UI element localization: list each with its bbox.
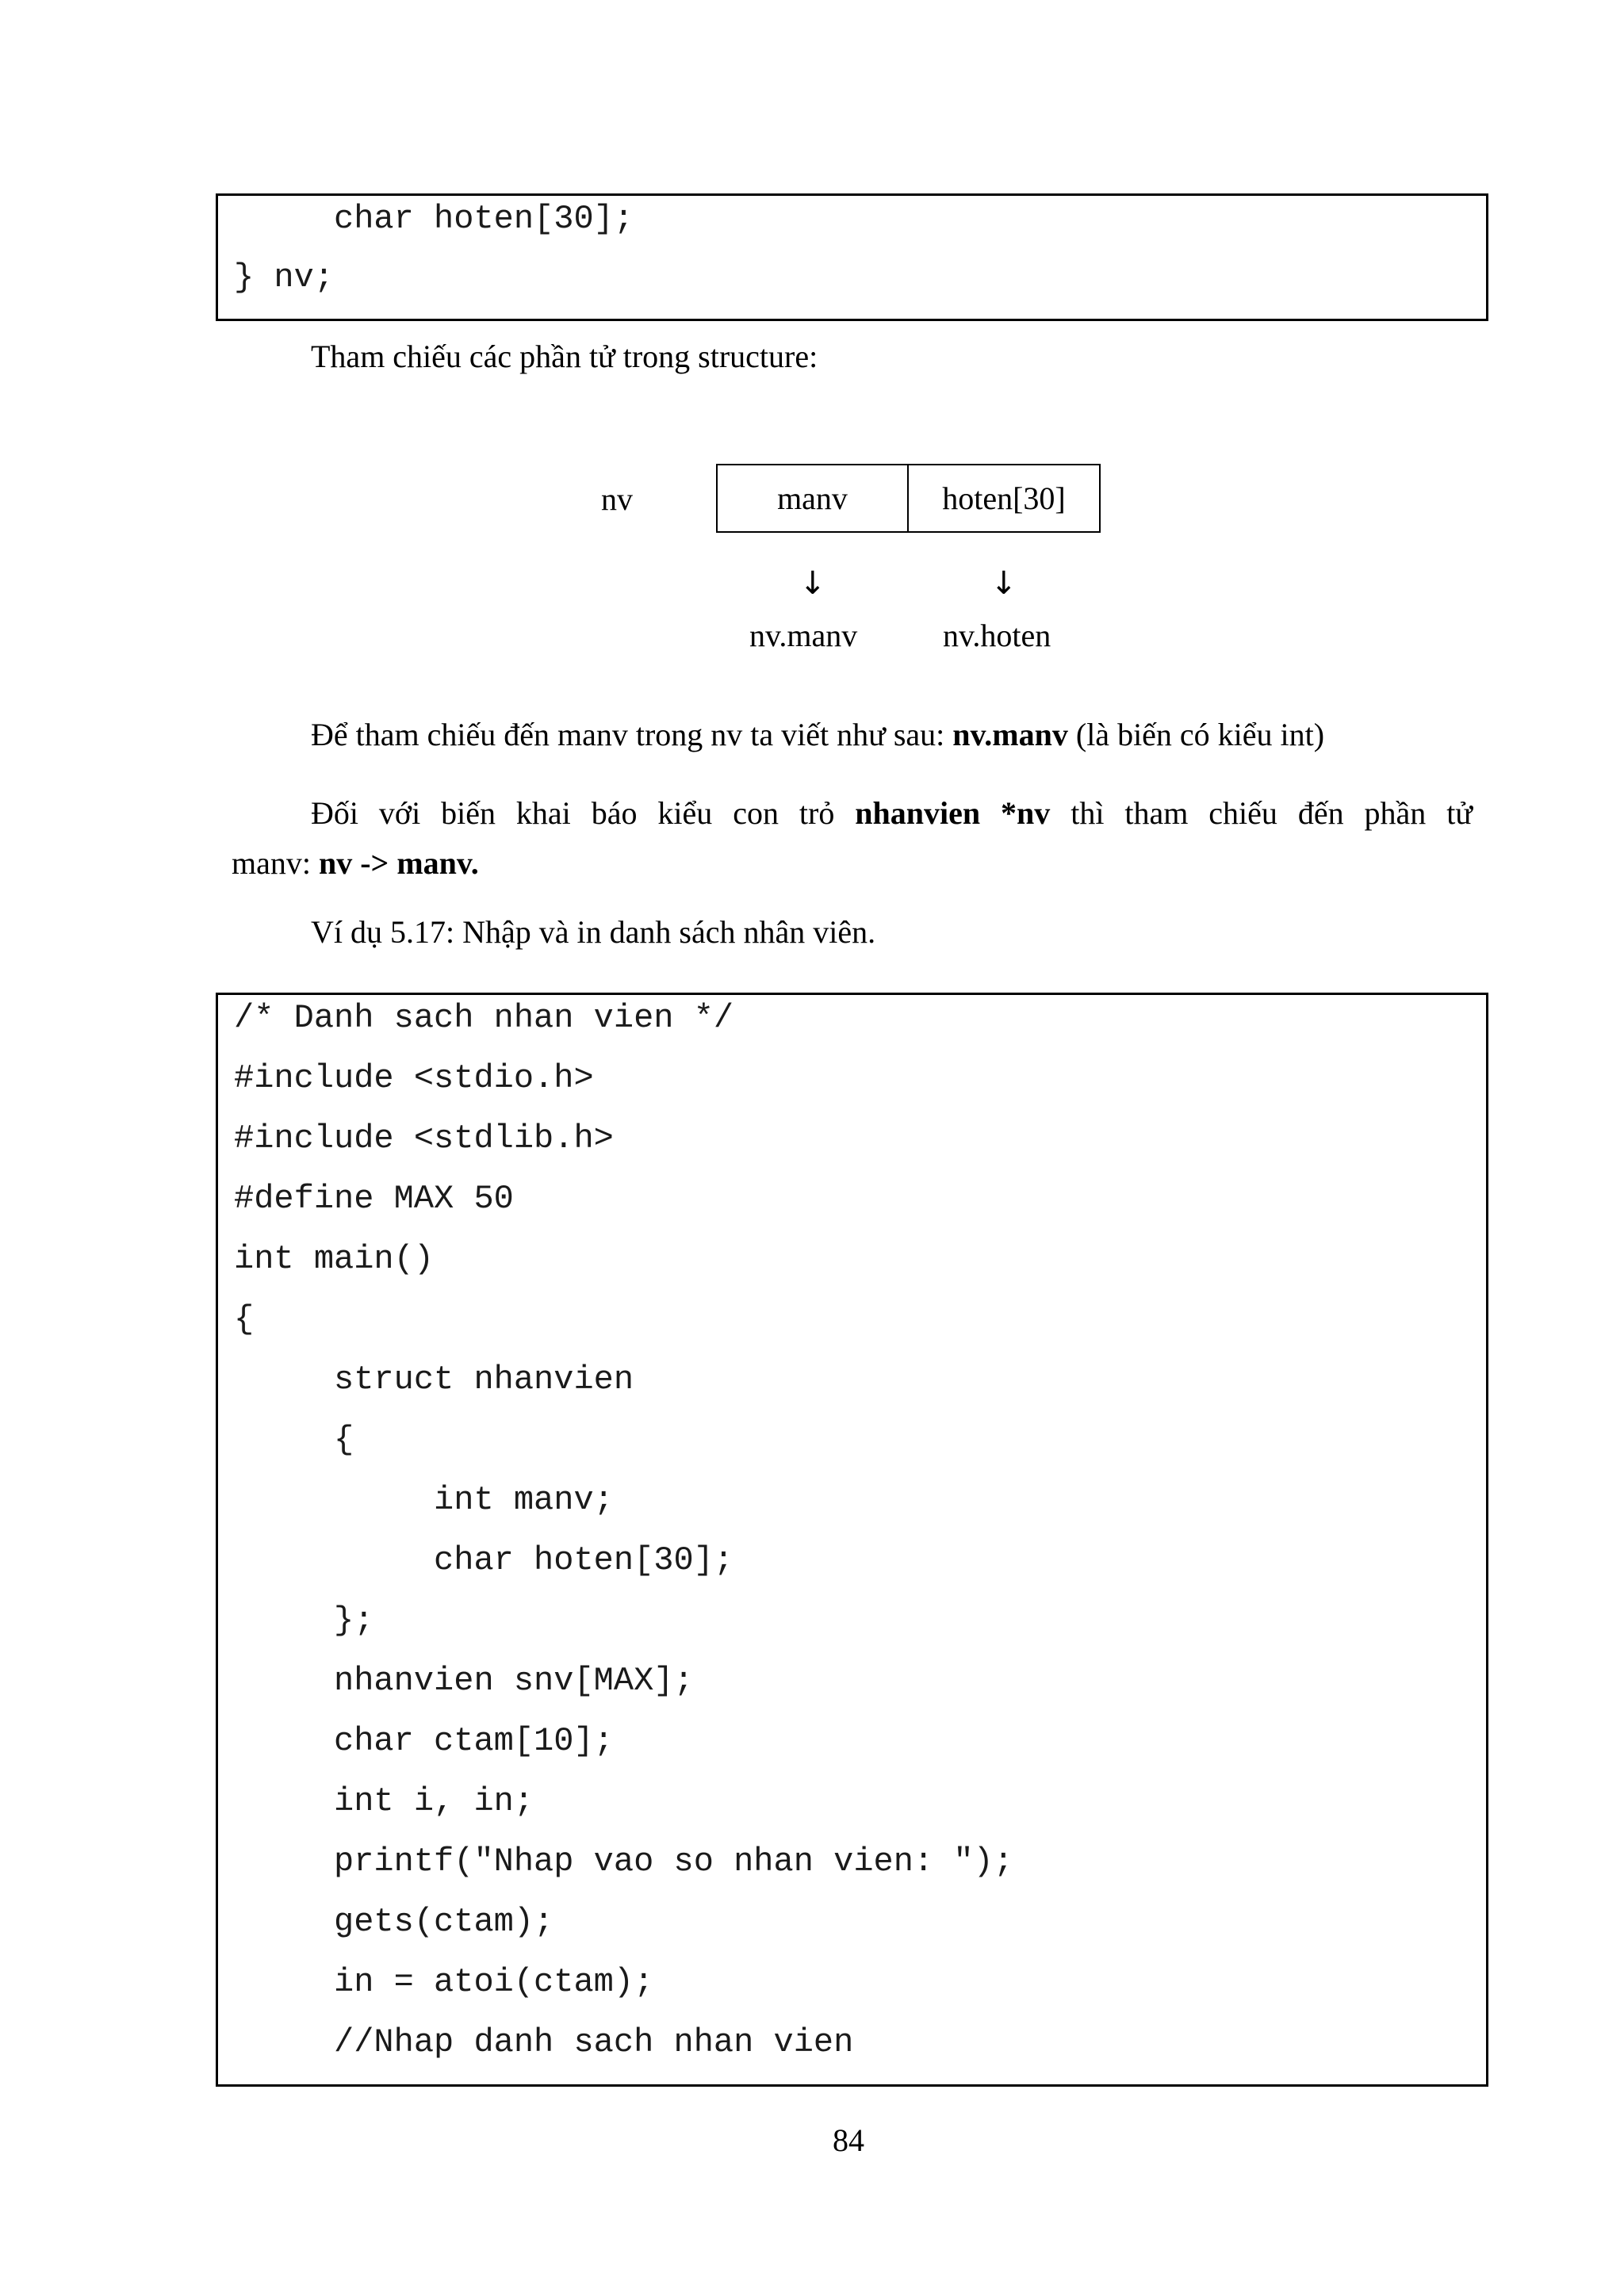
paragraph-text: (là biến có kiểu int) bbox=[1067, 717, 1325, 752]
code-line: char hoten[30]; bbox=[234, 1541, 734, 1579]
code-line: int manv; bbox=[234, 1481, 614, 1519]
paragraph-text: Để tham chiếu đến manv trong nv ta viết như sau: bbox=[311, 717, 953, 752]
code-line: /* Danh sach nhan vien */ bbox=[234, 999, 734, 1037]
code-line: { bbox=[234, 1421, 354, 1459]
code-line: in = atoi(ctam); bbox=[234, 1963, 654, 2001]
code-line: #include <stdio.h> bbox=[234, 1059, 594, 1097]
paragraph-text: Đối với biến khai báo kiểu con trỏ bbox=[311, 795, 856, 831]
reference-label-hoten: nv.hoten bbox=[943, 618, 1051, 653]
field-cell-hoten: hoten[30] bbox=[907, 464, 1101, 533]
arrow-down-icon: ↓ bbox=[799, 565, 826, 602]
code-line: printf("Nhap vao so nhan vien: "); bbox=[234, 1843, 1013, 1881]
code-line: struct nhanvien bbox=[234, 1360, 634, 1399]
code-line: int main() bbox=[234, 1240, 435, 1278]
reference-label-manv: nv.manv bbox=[749, 618, 858, 653]
code-line: #include <stdlib.h> bbox=[234, 1119, 614, 1158]
code-line: { bbox=[234, 1300, 255, 1338]
code-block-2 bbox=[216, 993, 1488, 2087]
code-reference: nv -> manv. bbox=[318, 845, 479, 881]
paragraph-text: manv: bbox=[232, 845, 319, 881]
paragraph-field-access bbox=[311, 716, 1324, 754]
code-line: } nv; bbox=[234, 258, 335, 297]
code-reference: nv.manv bbox=[952, 717, 1068, 752]
code-line: #define MAX 50 bbox=[234, 1180, 514, 1218]
code-reference: nhanvien *nv bbox=[855, 795, 1051, 831]
arrow-down-icon: ↓ bbox=[990, 565, 1017, 602]
diagram-variable-name: nv bbox=[601, 481, 633, 517]
paragraph-pointer-access-line-2 bbox=[232, 844, 479, 882]
paragraph-text: thì tham chiếu đến phần tử bbox=[1050, 795, 1473, 831]
paragraph-pointer-access-line-1 bbox=[311, 794, 1473, 832]
code-line: nhanvien snv[MAX]; bbox=[234, 1662, 694, 1700]
code-block-1 bbox=[216, 193, 1488, 321]
field-cell-manv: manv bbox=[716, 464, 909, 533]
code-line: int i, in; bbox=[234, 1782, 534, 1820]
code-line: }; bbox=[234, 1601, 374, 1640]
page-number: 84 bbox=[833, 2122, 864, 2158]
code-line: char ctam[10]; bbox=[234, 1722, 614, 1760]
code-line: //Nhap danh sach nhan vien bbox=[234, 2023, 854, 2061]
code-line: gets(ctam); bbox=[234, 1903, 554, 1941]
intro-text: Tham chiếu các phần tử trong structure: bbox=[311, 339, 818, 374]
example-caption: Ví dụ 5.17: Nhập và in danh sách nhân viên. bbox=[311, 914, 876, 950]
code-line: char hoten[30]; bbox=[234, 200, 634, 238]
